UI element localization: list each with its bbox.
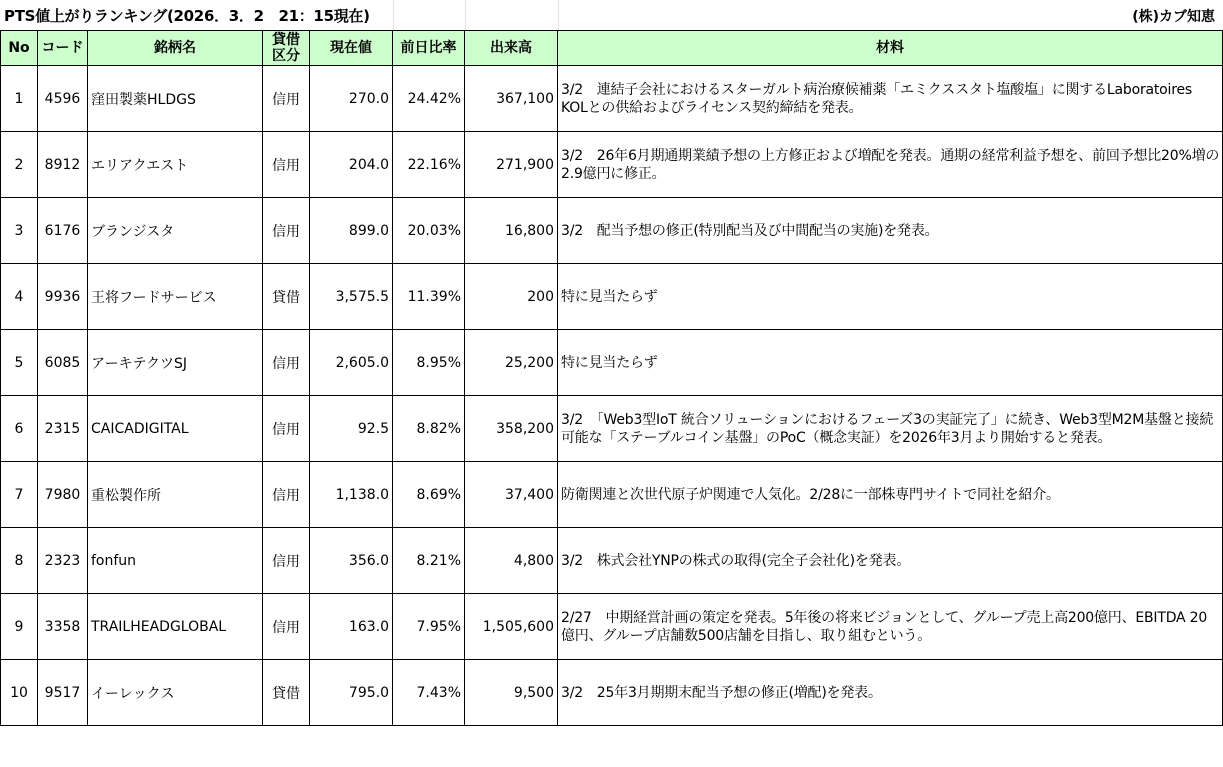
cell-price: 1,138.0 bbox=[310, 462, 393, 528]
cell-name: ブランジスタ bbox=[88, 198, 263, 264]
cell-no: 8 bbox=[1, 528, 38, 594]
cell-code: 7980 bbox=[38, 462, 88, 528]
table-row[interactable] bbox=[1, 198, 1223, 264]
cell-price: 204.0 bbox=[310, 132, 393, 198]
cell-price: 270.0 bbox=[310, 66, 393, 132]
cell-code: 6176 bbox=[38, 198, 88, 264]
cell-no: 2 bbox=[1, 132, 38, 198]
cell-change: 7.95% bbox=[393, 594, 465, 660]
cell-no: 9 bbox=[1, 594, 38, 660]
table-row[interactable] bbox=[1, 330, 1223, 396]
cell-price: 2,605.0 bbox=[310, 330, 393, 396]
cell-kubun: 信用 bbox=[263, 66, 310, 132]
cell-material bbox=[558, 66, 1223, 132]
col-header-price: 現在値 bbox=[310, 31, 393, 66]
cell-material bbox=[558, 132, 1223, 198]
material-text: 3/2 26年6月期通期業績予想の上方修正および増配を発表。通期の経常利益予想を、前回予想比20%増の2.9億円に修正。 bbox=[561, 147, 1220, 182]
cell-no: 7 bbox=[1, 462, 38, 528]
cell-material bbox=[558, 264, 1223, 330]
cell-kubun: 貸借 bbox=[263, 660, 310, 726]
cell-volume: 200 bbox=[465, 264, 558, 330]
cell-name: CAICADIGITAL bbox=[88, 396, 263, 462]
cell-kubun: 信用 bbox=[263, 198, 310, 264]
material-text: 3/2 配当予想の修正(特別配当及び中間配当の実施)を発表。 bbox=[561, 222, 939, 239]
table-row[interactable] bbox=[1, 66, 1223, 132]
cell-no: 4 bbox=[1, 264, 38, 330]
cell-material bbox=[558, 198, 1223, 264]
material-text: 防衛関連と次世代原子炉関連で人気化。2/28に一部株専門サイトで同社を紹介。 bbox=[561, 486, 1060, 503]
cell-change: 20.03% bbox=[393, 198, 465, 264]
cell-code: 9936 bbox=[38, 264, 88, 330]
col-header-volume: 出来高 bbox=[465, 31, 558, 66]
material-text: 3/2 「Web3型IoT 統合ソリューションにおけるフェーズ3の実証完了」に続き、Web3型M2M基盤と接続可能な「ステーブルコイン基盤」のPoC（概念実証）を2026年3月より開始すると発表。 bbox=[561, 411, 1214, 446]
cell-kubun: 信用 bbox=[263, 528, 310, 594]
cell-code: 9517 bbox=[38, 660, 88, 726]
cell-volume: 4,800 bbox=[465, 528, 558, 594]
cell-name: イーレックス bbox=[88, 660, 263, 726]
cell-kubun: 貸借 bbox=[263, 264, 310, 330]
cell-change: 8.82% bbox=[393, 396, 465, 462]
col-header-change: 前日比率 bbox=[393, 31, 465, 66]
cell-volume: 367,100 bbox=[465, 66, 558, 132]
cell-name: fonfun bbox=[88, 528, 263, 594]
material-text: 3/2 株式会社YNPの株式の取得(完全子会社化)を発表。 bbox=[561, 552, 911, 569]
cell-change: 24.42% bbox=[393, 66, 465, 132]
cell-kubun: 信用 bbox=[263, 330, 310, 396]
cell-change: 8.21% bbox=[393, 528, 465, 594]
cell-volume: 9,500 bbox=[465, 660, 558, 726]
cell-volume: 16,800 bbox=[465, 198, 558, 264]
cell-gridline bbox=[465, 0, 466, 30]
cell-code: 4596 bbox=[38, 66, 88, 132]
cell-change: 11.39% bbox=[393, 264, 465, 330]
cell-name: 重松製作所 bbox=[88, 462, 263, 528]
cell-kubun: 信用 bbox=[263, 132, 310, 198]
cell-material bbox=[558, 594, 1223, 660]
cell-code: 2315 bbox=[38, 396, 88, 462]
cell-price: 356.0 bbox=[310, 528, 393, 594]
table-row[interactable] bbox=[1, 132, 1223, 198]
cell-no: 3 bbox=[1, 198, 38, 264]
ranking-table bbox=[0, 30, 1223, 726]
cell-name: TRAILHEADGLOBAL bbox=[88, 594, 263, 660]
cell-kubun: 信用 bbox=[263, 462, 310, 528]
cell-no: 5 bbox=[1, 330, 38, 396]
cell-price: 92.5 bbox=[310, 396, 393, 462]
cell-name: 王将フードサービス bbox=[88, 264, 263, 330]
cell-no: 6 bbox=[1, 396, 38, 462]
cell-kubun: 信用 bbox=[263, 396, 310, 462]
cell-no: 1 bbox=[1, 66, 38, 132]
material-text: 3/2 25年3月期期末配当予想の修正(増配)を発表。 bbox=[561, 684, 882, 701]
cell-material bbox=[558, 396, 1223, 462]
material-text: 特に見当たらず bbox=[561, 354, 658, 371]
cell-code: 3358 bbox=[38, 594, 88, 660]
material-text: 3/2 連結子会社におけるスターガルト病治療候補薬「エミクススタト塩酸塩」に関するLaboratoires KOLとの供給およびライセンス契約締結を発表。 bbox=[561, 81, 1192, 116]
cell-no: 10 bbox=[1, 660, 38, 726]
cell-volume: 358,200 bbox=[465, 396, 558, 462]
cell-code: 8912 bbox=[38, 132, 88, 198]
cell-volume: 271,900 bbox=[465, 132, 558, 198]
material-text: 2/27 中期経営計画の策定を発表。5年後の将来ビジョンとして、グループ売上高200億円、EBITDA 20億円、グループ店舗数500店舗を目指し、取り組むという。 bbox=[561, 609, 1208, 644]
cell-kubun: 信用 bbox=[263, 594, 310, 660]
cell-volume: 1,505,600 bbox=[465, 594, 558, 660]
table-header-row bbox=[1, 31, 1223, 66]
cell-material bbox=[558, 330, 1223, 396]
cell-gridline bbox=[558, 0, 559, 30]
cell-code: 6085 bbox=[38, 330, 88, 396]
col-header-code: コード bbox=[38, 31, 88, 66]
cell-gridline bbox=[393, 0, 394, 30]
table-row[interactable] bbox=[1, 264, 1223, 330]
cell-change: 7.43% bbox=[393, 660, 465, 726]
table-row[interactable] bbox=[1, 462, 1223, 528]
col-header-no: No bbox=[1, 31, 38, 66]
col-header-material: 材料 bbox=[558, 31, 1223, 66]
cell-name: 窪田製薬HLDGS bbox=[88, 66, 263, 132]
col-header-kubun: 貸借 区分 bbox=[263, 31, 310, 66]
cell-material bbox=[558, 462, 1223, 528]
title-row bbox=[0, 0, 1223, 30]
cell-material bbox=[558, 660, 1223, 726]
cell-change: 22.16% bbox=[393, 132, 465, 198]
company-name: (株)カブ知恵 bbox=[1132, 9, 1215, 25]
cell-price: 3,575.5 bbox=[310, 264, 393, 330]
cell-price: 163.0 bbox=[310, 594, 393, 660]
cell-volume: 37,400 bbox=[465, 462, 558, 528]
cell-code: 2323 bbox=[38, 528, 88, 594]
cell-name: エリアクエスト bbox=[88, 132, 263, 198]
table-row[interactable] bbox=[1, 594, 1223, 660]
cell-material bbox=[558, 528, 1223, 594]
cell-name: アーキテクツSJ bbox=[88, 330, 263, 396]
cell-change: 8.95% bbox=[393, 330, 465, 396]
table-row[interactable] bbox=[1, 660, 1223, 726]
table-row[interactable] bbox=[1, 528, 1223, 594]
col-header-name: 銘柄名 bbox=[88, 31, 263, 66]
material-text: 特に見当たらず bbox=[561, 288, 658, 305]
cell-price: 899.0 bbox=[310, 198, 393, 264]
page-title: PTS値上がりランキング(2026．3．2 21：15現在) bbox=[4, 7, 370, 25]
table-row[interactable] bbox=[1, 396, 1223, 462]
cell-volume: 25,200 bbox=[465, 330, 558, 396]
cell-price: 795.0 bbox=[310, 660, 393, 726]
cell-change: 8.69% bbox=[393, 462, 465, 528]
